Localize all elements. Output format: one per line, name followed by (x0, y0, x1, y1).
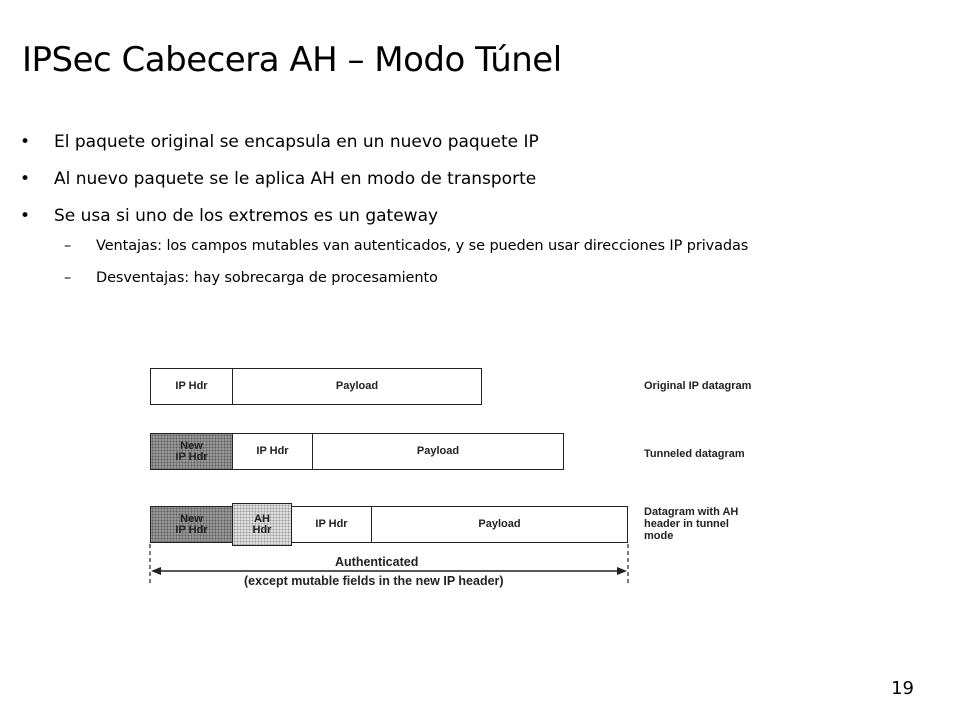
row1-payload-box: Payload (232, 368, 482, 405)
ah-tunnel-diagram (148, 366, 788, 596)
authenticated-label: Authenticated (331, 556, 422, 569)
bullet-item (20, 128, 940, 165)
row2-new-ip-hdr-box: New IP Hdr (150, 433, 233, 470)
authenticated-span-arrow (148, 366, 788, 596)
bullet-text: Se usa si uno de los extremos es un gateway (54, 206, 439, 226)
sub-bullet-item (20, 267, 940, 299)
bullet-dot: • (20, 206, 31, 226)
bullet-dot: • (20, 169, 31, 189)
row1-label: Original IP datagram (644, 380, 752, 392)
row1-ip-hdr-box: IP Hdr (150, 368, 233, 405)
row2-ip-hdr-box: IP Hdr (232, 433, 313, 470)
row3-label: Datagram with AH header in tunnel mode (644, 506, 739, 542)
page-number: 19 (891, 678, 914, 699)
sub-bullet-text: Ventajas: los campos mutables van autenticados, y se pueden usar direcciones IP privadas (96, 238, 749, 254)
sub-bullet-item (20, 235, 940, 267)
authenticated-note: (except mutable fields in the new IP header) (244, 574, 504, 588)
bullet-dot: • (20, 132, 31, 152)
bullet-list (20, 128, 940, 299)
row3-payload-box: Payload (371, 506, 628, 543)
row2-payload-box: Payload (312, 433, 564, 470)
slide-title: IPSec Cabecera AH – Modo Túnel (22, 40, 562, 80)
row2-label: Tunneled datagram (644, 448, 745, 460)
sub-bullet-dash: – (64, 238, 72, 254)
bullet-item (20, 165, 940, 202)
bullet-text: Al nuevo paquete se le aplica AH en modo de transporte (54, 169, 537, 189)
bullet-item (20, 202, 940, 235)
sub-bullet-text: Desventajas: hay sobrecarga de procesamiento (96, 270, 438, 286)
row3-ah-hdr-box: AH Hdr (232, 503, 292, 546)
row3-ip-hdr-box: IP Hdr (291, 506, 372, 543)
row3-new-ip-hdr-box: New IP Hdr (150, 506, 233, 543)
bullet-text: El paquete original se encapsula en un nuevo paquete IP (54, 132, 539, 152)
sub-bullet-dash: – (64, 270, 72, 286)
